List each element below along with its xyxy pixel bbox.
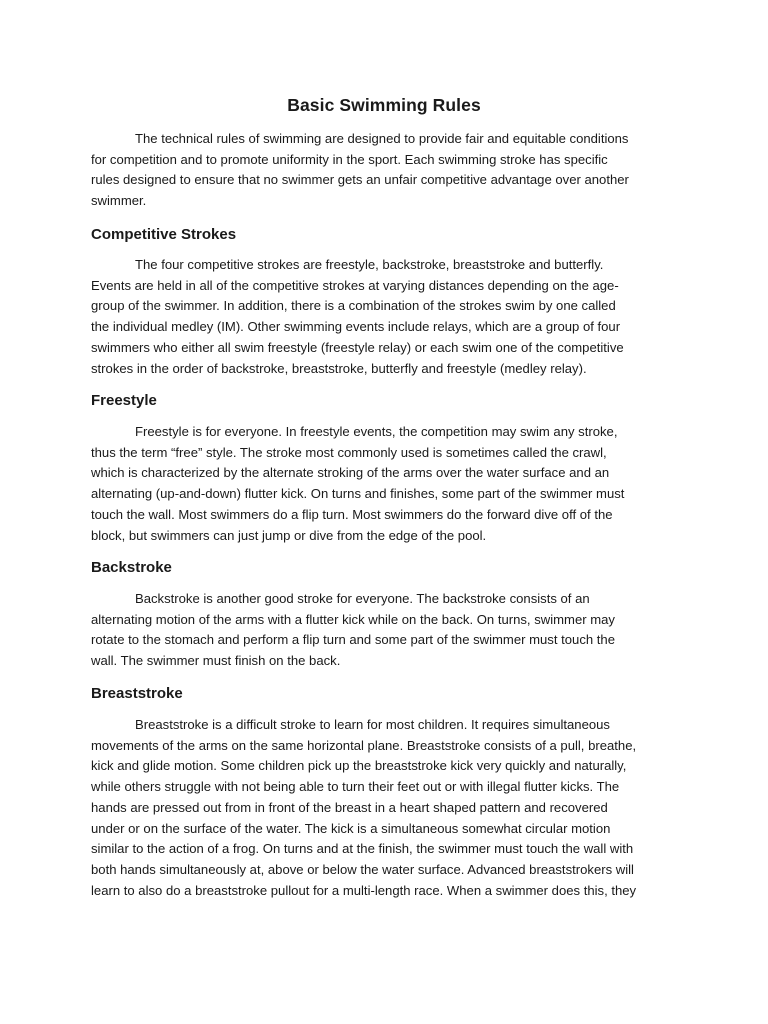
paragraph-line: touch the wall. Most swimmers do a flip turn. Most swimmers do the forward dive off of the <box>91 506 613 522</box>
paragraph-line: wall. The swimmer must finish on the back. <box>91 653 341 669</box>
paragraph-line: learn to also do a breaststroke pullout for a multi-length race. When a swimmer does this, they <box>91 882 637 898</box>
paragraph-line: for competition and to promote uniformity in the sport. Each swimming stroke has specific <box>91 151 608 167</box>
paragraph-line: similar to the action of a frog. On turns and at the finish, the swimmer must touch the wall with <box>91 841 634 857</box>
competitive-strokes-paragraph <box>91 255 691 379</box>
document-title: Basic Swimming Rules <box>287 95 481 115</box>
paragraph-line: strokes in the order of backstroke, breaststroke, butterfly and freestyle (medley relay). <box>91 360 587 376</box>
paragraph-line: Events are held in all of the competitive strokes at varying distances depending on the age- <box>91 277 619 293</box>
section-heading-competitive-strokes: Competitive Strokes <box>91 226 237 243</box>
freestyle-paragraph <box>91 422 691 546</box>
paragraph-line: kick and glide motion. Some children pick up the breaststroke kick very quickly and naturally, <box>91 758 627 774</box>
paragraph-line: Backstroke is another good stroke for everyone. The backstroke consists of an <box>135 591 590 606</box>
section-heading-backstroke: Backstroke <box>91 559 172 576</box>
paragraph-line: alternating (up-and-down) flutter kick. On turns and finishes, some part of the swimmer must <box>91 486 625 502</box>
paragraph-line: thus the term “free” style. The stroke most commonly used is sometimes called the crawl, <box>91 444 607 460</box>
paragraph-line: The four competitive strokes are freestyle, backstroke, breaststroke and butterfly. <box>135 257 604 272</box>
paragraph-line: which is characterized by the alternate stroking of the arms over the water surface and an <box>91 465 610 481</box>
paragraph-line: group of the swimmer. In addition, there is a combination of the strokes swim by one called <box>91 298 616 314</box>
paragraph-line: while others struggle with not being able to turn their feet out or with illegal flutter kicks. The <box>91 779 620 795</box>
paragraph-line: Breaststroke is a difficult stroke to learn for most children. It requires simultaneous <box>135 717 610 732</box>
paragraph-line: swimmer. <box>91 193 147 209</box>
paragraph-line: rotate to the stomach and perform a flip turn and some part of the swimmer must touch the <box>91 632 615 648</box>
paragraph-line: movements of the arms on the same horizontal plane. Breaststroke consists of a pull, breathe, <box>91 737 637 753</box>
section-heading-freestyle: Freestyle <box>91 392 157 409</box>
paragraph-line: the individual medley (IM). Other swimming events include relays, which are a group of four <box>91 319 621 335</box>
paragraph-line: swimmers who either all swim freestyle (freestyle relay) or each swim one of the competitive <box>91 339 624 355</box>
intro-paragraph <box>91 129 691 212</box>
paragraph-line: under or on the surface of the water. The kick is a simultaneous somewhat circular motion <box>91 820 611 836</box>
backstroke-paragraph <box>91 589 691 672</box>
paragraph-line: rules designed to ensure that no swimmer gets an unfair competitive advantage over another <box>91 172 629 188</box>
paragraph-line: The technical rules of swimming are designed to provide fair and equitable conditions <box>135 131 629 146</box>
paragraph-line: Freestyle is for everyone. In freestyle events, the competition may swim any stroke, <box>135 424 618 439</box>
paragraph-line: alternating motion of the arms with a flutter kick while on the back. On turns, swimmer may <box>91 611 615 627</box>
paragraph-line: hands are pressed out from in front of the breast in a heart shaped pattern and recovered <box>91 799 608 815</box>
paragraph-line: block, but swimmers can just jump or dive from the edge of the pool. <box>91 527 487 543</box>
breaststroke-paragraph <box>91 715 691 901</box>
section-heading-breaststroke: Breaststroke <box>91 685 183 702</box>
paragraph-line: both hands simultaneously at, above or below the water surface. Advanced breaststrokers will <box>91 861 634 877</box>
